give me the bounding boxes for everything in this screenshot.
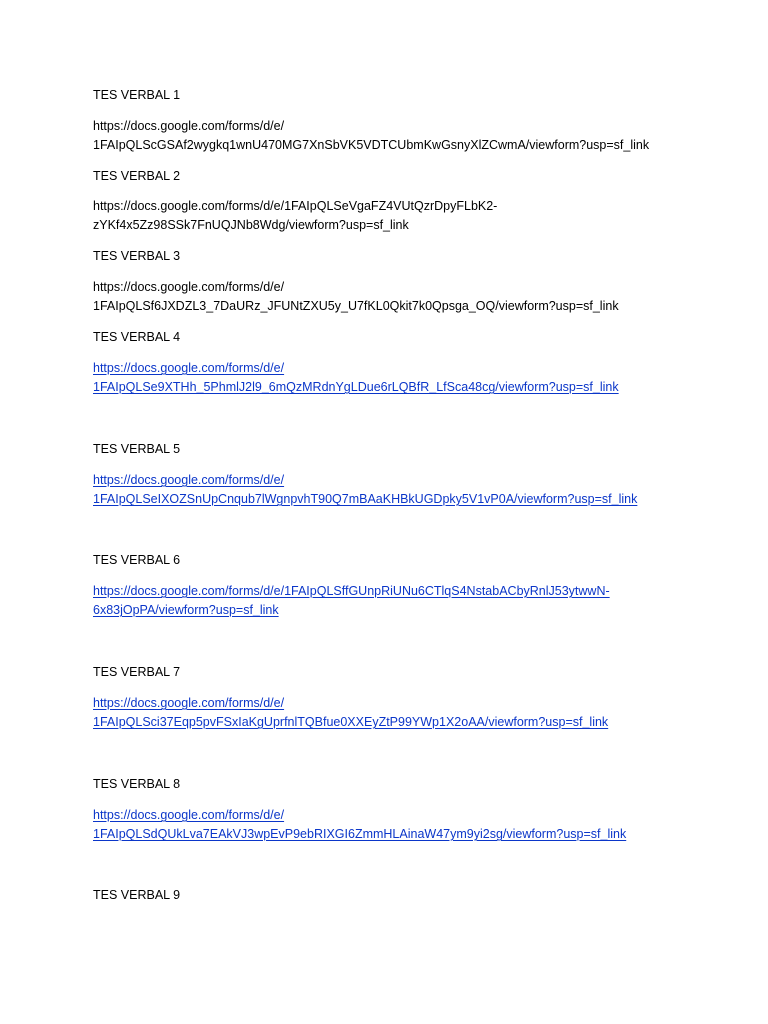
hyperlink-line-1[interactable]: https://docs.google.com/forms/d/e/1FAIpQLSffGUnpRiUNu6CTlqS4NstabACbyRnlJ53ytwwN- [93,584,610,598]
hyperlink-line-1[interactable]: https://docs.google.com/forms/d/e/ [93,361,285,375]
section-heading: TES VERBAL 7 [93,665,181,679]
hyperlink-line-1[interactable]: https://docs.google.com/forms/d/e/ [93,473,285,487]
section-heading: TES VERBAL 2 [93,169,181,183]
hyperlink-line-1[interactable]: https://docs.google.com/forms/d/e/ [93,696,285,710]
url-line-2: zYKf4x5Zz98SSk7FnUQJNb8Wdg/viewform?usp=sf_link [93,218,409,232]
url-line-2: 1FAIpQLScGSAf2wygkq1wnU470MG7XnSbVK5VDTCUbmKwGsnyXlZCwmA/viewform?usp=sf_link [93,138,650,152]
url-line-1: https://docs.google.com/forms/d/e/ [93,280,285,294]
section-heading: TES VERBAL 3 [93,249,181,263]
form-link[interactable] [93,582,733,620]
form-link[interactable] [93,806,733,844]
url-line-1: https://docs.google.com/forms/d/e/ [93,119,285,133]
form-link[interactable] [93,471,733,509]
hyperlink-line-2[interactable]: 1FAIpQLSeIXOZSnUpCnqub7lWgnpvhT90Q7mBAaKHBkUGDpky5V1vP0A/viewform?usp=sf_link [93,492,638,506]
section-heading: TES VERBAL 6 [93,553,181,567]
hyperlink-line-2[interactable]: 1FAIpQLSe9XTHh_5PhmlJ2l9_6mQzMRdnYgLDue6rLQBfR_LfSca48cg/viewform?usp=sf_link [93,380,619,394]
hyperlink-line-2[interactable]: 6x83jOpPA/viewform?usp=sf_link [93,603,279,617]
form-url [93,117,733,155]
section-heading: TES VERBAL 8 [93,777,181,791]
url-line-2: 1FAIpQLSf6JXDZL3_7DaURz_JFUNtZXU5y_U7fKL0Qkit7k0Qpsga_OQ/viewform?usp=sf_link [93,299,619,313]
form-url [93,278,733,316]
form-url [93,197,733,235]
hyperlink-line-1[interactable]: https://docs.google.com/forms/d/e/ [93,808,285,822]
hyperlink-line-2[interactable]: 1FAIpQLSci37Eqp5pvFSxIaKgUprfnlTQBfue0XXEyZtP99YWp1X2oAA/viewform?usp=sf_link [93,715,609,729]
form-link[interactable] [93,694,733,732]
section-heading: TES VERBAL 5 [93,442,181,456]
url-line-1: https://docs.google.com/forms/d/e/1FAIpQLSeVgaFZ4VUtQzrDpyFLbK2- [93,199,498,213]
hyperlink-line-2[interactable]: 1FAIpQLSdQUkLva7EAkVJ3wpEvP9ebRIXGI6ZmmHLAinaW47ym9yi2sg/viewform?usp=sf_link [93,827,627,841]
section-heading: TES VERBAL 9 [93,888,181,902]
form-link[interactable] [93,359,733,397]
section-heading: TES VERBAL 4 [93,330,181,344]
section-heading: TES VERBAL 1 [93,88,181,102]
